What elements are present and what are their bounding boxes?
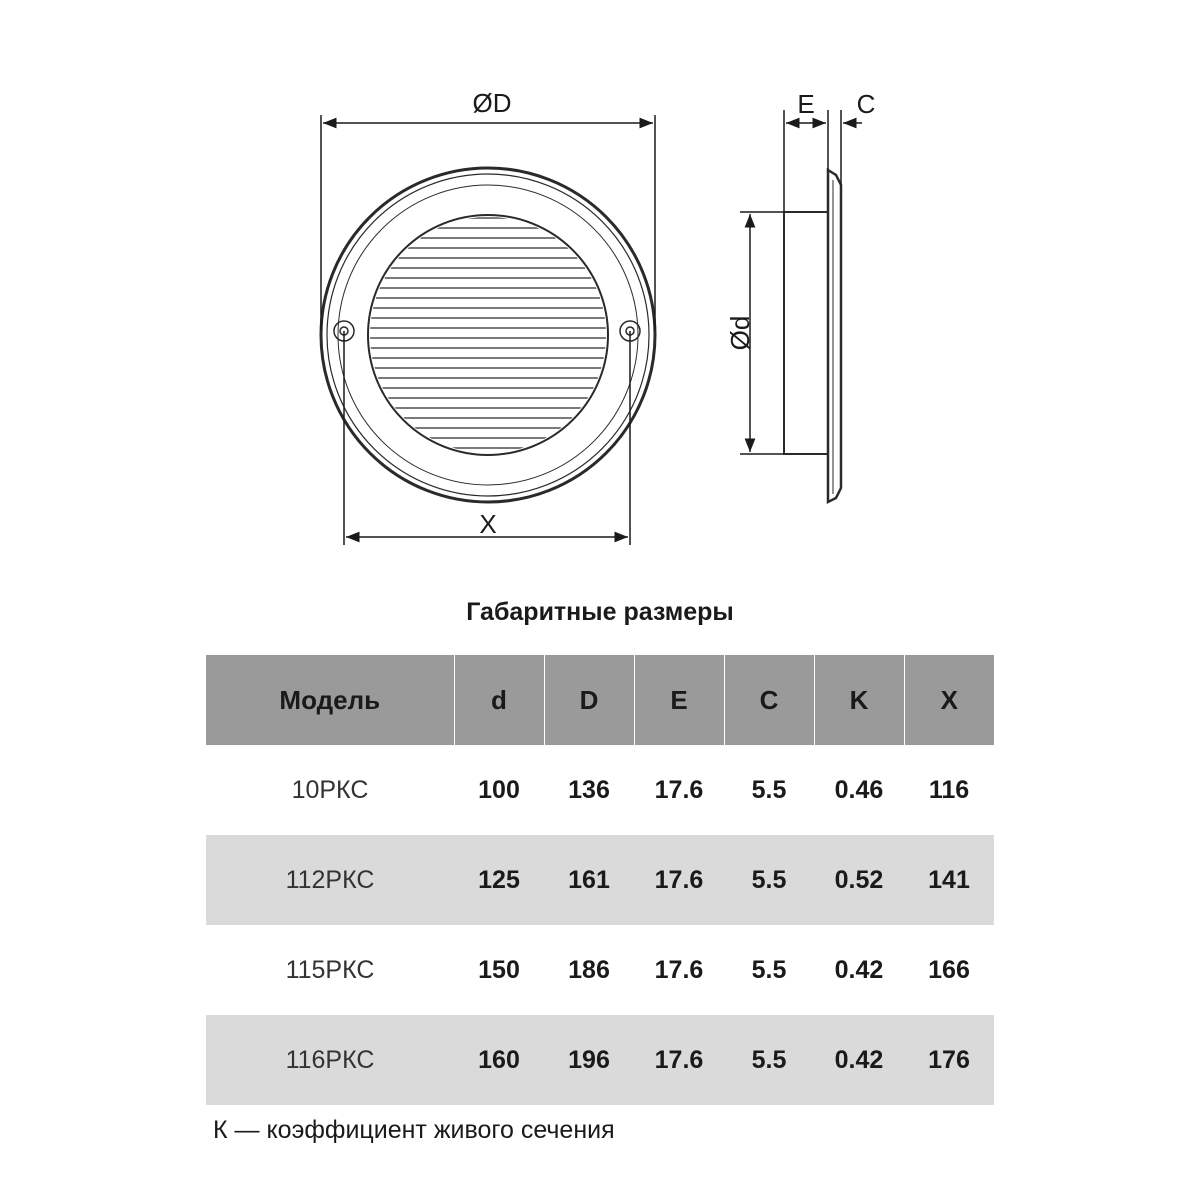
footnote: К — коэффициент живого сечения [213, 1116, 615, 1144]
table-title: Габаритные размеры [466, 598, 734, 626]
header-C: C [724, 655, 814, 745]
side-dimension-lines [740, 110, 862, 454]
cell-E: 17.6 [654, 775, 704, 804]
cell-D: 161 [544, 835, 634, 925]
header-K: K [814, 655, 904, 745]
grille-louvers [360, 218, 620, 448]
header-model: Модель [206, 655, 454, 745]
cell-X: 176 [904, 1015, 994, 1105]
cell-model: 116РКС [206, 1015, 454, 1105]
cell-X: 116 [928, 775, 970, 804]
cell-D: 196 [544, 1015, 634, 1105]
cell-d: 100 [478, 775, 520, 804]
header-d: d [454, 655, 544, 745]
cell-K: 0.42 [834, 955, 884, 984]
cell-model: 115РКС [285, 955, 375, 984]
mount-spacing-label: X [479, 509, 497, 539]
cell-X: 141 [904, 835, 994, 925]
header-X: X [904, 655, 994, 745]
header-E: E [634, 655, 724, 745]
table-row [206, 745, 994, 835]
cell-d: 160 [454, 1015, 544, 1105]
cell-K: 0.46 [834, 775, 884, 804]
cell-model: 112РКС [206, 835, 454, 925]
cell-E: 17.6 [654, 955, 704, 984]
cell-d: 125 [454, 835, 544, 925]
cell-C: 5.5 [751, 955, 787, 984]
depth-e-label: E [797, 89, 815, 119]
side-collar [784, 212, 828, 454]
side-view [784, 170, 841, 502]
outer-diameter-label: ØD [472, 88, 512, 118]
cell-d: 150 [478, 955, 520, 984]
grille-rim [368, 215, 608, 455]
table-row [206, 1015, 994, 1105]
cell-D: 136 [568, 775, 610, 804]
depth-c-label: C [856, 89, 876, 119]
cell-D: 186 [568, 955, 610, 984]
dimension-lines [321, 115, 655, 545]
cell-C: 5.5 [751, 775, 787, 804]
cell-E: 17.6 [634, 1015, 724, 1105]
cell-E: 17.6 [634, 835, 724, 925]
table-row [206, 925, 994, 1015]
cell-K: 0.42 [814, 1015, 904, 1105]
side-flange [828, 170, 841, 502]
header-D: D [544, 655, 634, 745]
front-view [321, 168, 655, 502]
dimensions-table [206, 655, 994, 1105]
cell-X: 166 [928, 955, 970, 984]
table-header-row [206, 655, 994, 745]
cell-K: 0.52 [814, 835, 904, 925]
cell-model: 10РКС [291, 775, 369, 804]
cell-C: 5.5 [724, 1015, 814, 1105]
cell-C: 5.5 [724, 835, 814, 925]
inner-diameter-label: Ød [725, 315, 755, 351]
table-row [206, 835, 994, 925]
